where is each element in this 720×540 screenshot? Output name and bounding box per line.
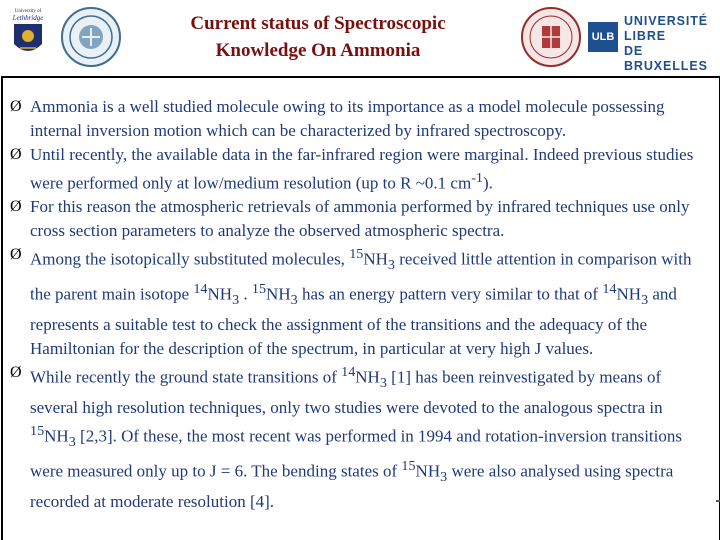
svg-text:University of: University of (14, 9, 42, 14)
isotope-superscript: 14 (602, 281, 617, 298)
bullet-text: NH (363, 249, 388, 269)
subscript: 3 (440, 468, 448, 485)
title-line-1: Current status of Spectroscopic (190, 13, 446, 34)
university-crest-logo (520, 6, 582, 68)
bullet-text: Until recently, the available data in the far-infrared region were marginal. Indeed previous studies were performed only at low/medium resolution (up to R ~0.1 cm (30, 144, 694, 193)
bullet-item-4 (10, 243, 710, 361)
edge-mark (716, 500, 720, 502)
svg-text:Lethbridge: Lethbridge (12, 14, 44, 22)
bullet-text: ). (482, 173, 493, 193)
bullet-text: [1] has been reinvestigated by means of several high resolution techniques, only two studies were devoted to the analogous spectra in (30, 367, 663, 417)
arrow-bullet-icon: Ø (10, 198, 22, 216)
bullet-text: NH (415, 461, 441, 481)
bullet-text: . (239, 284, 252, 304)
subscript: 3 (379, 374, 387, 391)
arrow-bullet-icon: Ø (10, 98, 22, 115)
ulb-line-1: UNIVERSITÉ (624, 14, 709, 28)
bullet-text: and represents a suitable test to check the assignment of the transitions and the adequacy of the Hamiltonian for the description of the spectrum, in particular at very high J values. (30, 284, 677, 358)
bullet-item-2 (10, 143, 710, 195)
subscript: 3 (641, 292, 649, 309)
ulb-box: ULB (588, 22, 618, 52)
isotope-superscript: 15 (349, 246, 364, 263)
arrow-bullet-icon: Ø (10, 246, 22, 264)
university-of-lethbridge-logo (6, 4, 50, 66)
isotope-superscript: 15 (401, 457, 416, 474)
bullet-text: NH (616, 284, 642, 304)
ulb-wordmark (624, 14, 716, 74)
bullet-text: [2,3]. Of these, the most recent was performed in 1994 and rotation-inversion transitions were measured only up to J = 6. The bending states of (30, 426, 682, 481)
ulb-line-2: LIBRE (624, 29, 666, 43)
subscript: 3 (387, 257, 395, 274)
bullet-item-1 (10, 95, 710, 143)
bullet-item-5 (10, 361, 710, 514)
university-seal-logo (60, 6, 122, 68)
bullet-text: NH (207, 284, 233, 304)
bullet-text: While recently the ground state transitions of (30, 367, 342, 387)
isotope-superscript: 14 (193, 281, 208, 298)
title-line-2: Knowledge On Ammonia (215, 40, 421, 61)
bullet-text: NH (355, 367, 380, 387)
superscript: -1 (471, 169, 483, 186)
bullet-text: were also analysed using spectra recorded at moderate resolution [4]. (30, 461, 674, 511)
isotope-superscript: 15 (30, 422, 45, 439)
subscript: 3 (232, 292, 240, 309)
bullet-text: has an energy pattern very similar to that of (297, 284, 603, 304)
arrow-bullet-icon: Ø (10, 363, 22, 381)
bullet-text: For this reason the atmospheric retrievals of ammonia performed by infrared techniques use only cross section parameters to analyze the observed atmospheric spectra. (30, 197, 690, 241)
slide-header (0, 0, 720, 80)
ulb-line-3: DE BRUXELLES (624, 44, 708, 73)
subscript: 3 (290, 292, 298, 309)
subscript: 3 (68, 433, 76, 450)
isotope-superscript: 14 (341, 363, 356, 380)
bullet-list (10, 95, 710, 513)
bullet-text: Among the isotopically substituted molecules, (30, 249, 350, 269)
bullet-item-3 (10, 195, 710, 243)
arrow-bullet-icon: Ø (10, 145, 22, 163)
bullet-text: Ammonia is a well studied molecule owing to its importance as a model molecule possessing internal inversion motion which can be characterized by infrared spectroscopy. (30, 97, 665, 140)
isotope-superscript: 15 (251, 281, 267, 298)
ulb-logo (588, 14, 718, 73)
bullet-text: NH (44, 426, 69, 446)
bullet-text: NH (266, 284, 291, 304)
bullet-text: received little attention in comparison with the parent main isotope (30, 249, 692, 304)
slide-title (140, 10, 496, 64)
